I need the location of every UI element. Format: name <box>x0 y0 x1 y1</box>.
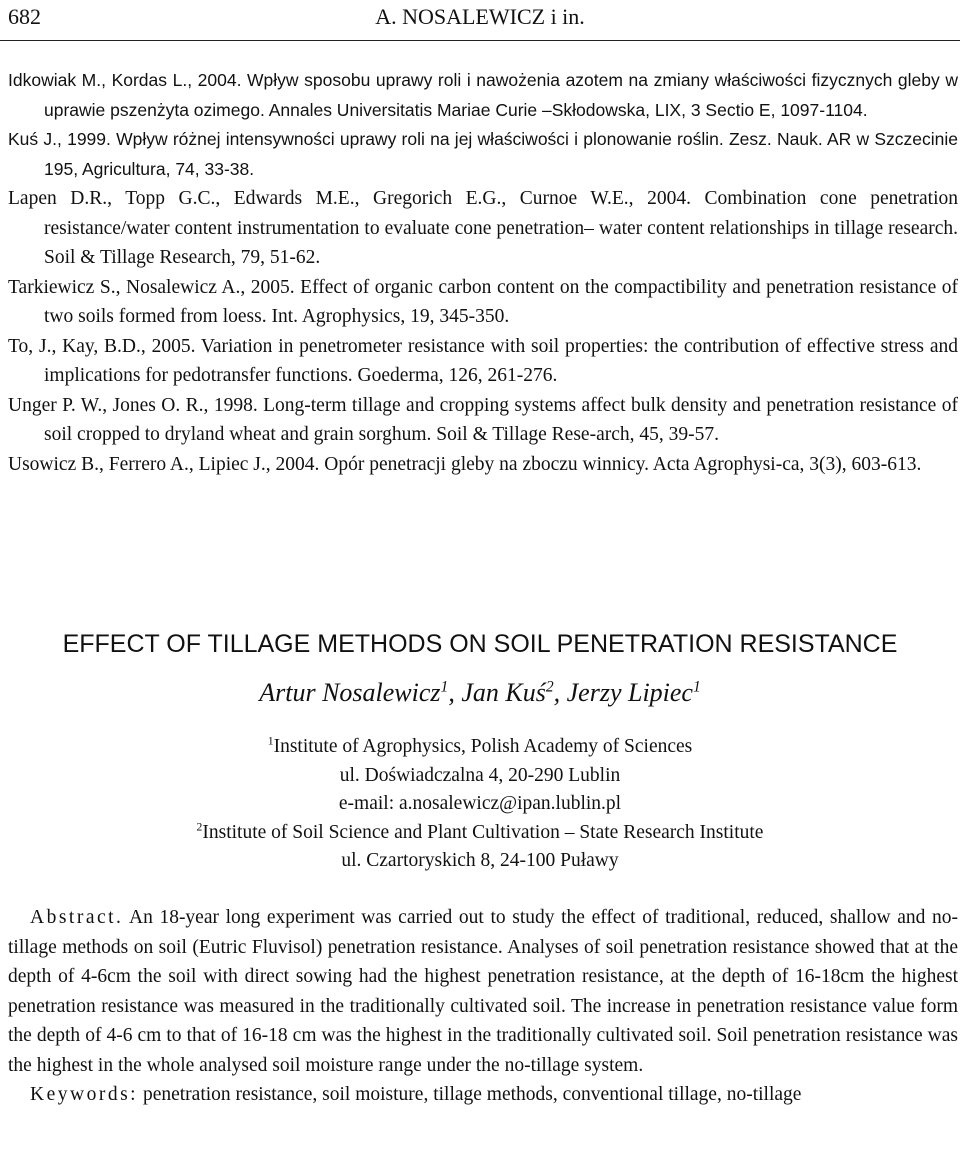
author-affiliation-mark: 1 <box>440 678 449 696</box>
address-2: ul. Czartoryskich 8, 24-100 Puławy <box>341 850 619 872</box>
keywords-paragraph <box>8 1080 958 1110</box>
reference-list <box>8 66 958 479</box>
author-affiliation-mark: 1 <box>692 678 701 696</box>
affiliation-1: $^1$Institute of Agrophysics, Polish Academy of Sciences <box>267 734 693 757</box>
abstract-paragraph <box>8 903 958 1080</box>
page-number: 682 <box>8 4 41 29</box>
reference-item: Kuś J., 1999. Wpływ różnej intensywności uprawy roli na jej właściwości i plonowanie roślin. Zesz. Nauk. AR w Szczecinie 195, Agricultura, 74, 33-38. <box>8 129 958 179</box>
email-address: e-mail: a.nosalewicz@ipan.lublin.pl <box>338 793 622 815</box>
article-title: EFFECT OF TILLAGE METHODS ON SOIL PENETRATION RESISTANCE <box>62 630 898 658</box>
reference-item: Idkowiak M., Kordas L., 2004. Wpływ sposobu uprawy roli i nawożenia azotem na zmiany właściwości fizycznych gleby w uprawie pszenżyta ozimego. Annales Universitatis Mariae Curie –Skłodowska, LIX, 3 Sectio E, 1097-1104. <box>8 70 958 120</box>
author-name: Jerzy Lipiec <box>566 678 693 707</box>
keywords-text: penetration resistance, soil moisture, tillage methods, conventional tillage, no-tillage <box>142 1084 802 1105</box>
running-title: A. NOSALEWICZ i in. <box>375 4 585 29</box>
reference-item: Unger P. W., Jones O. R., 1998. Long-term tillage and cropping systems affect bulk density and penetration resistance of soil cropped to dryland wheat and grain sorghum. Soil & Tillage Rese-arch, 45, 39-57. <box>8 394 958 445</box>
reference-item: Lapen D.R., Topp G.C., Edwards M.E., Gregorich E.G., Curnoe W.E., 2004. Combination cone penetration resistance/water content instrumentation to evaluate cone penetration– water content relationships in tillage research. Soil & Tillage Research, 79, 51-62. <box>8 188 958 268</box>
author-affiliation-mark: 2 <box>545 678 554 696</box>
reference-item: Tarkiewicz S., Nosalewicz A., 2005. Effect of organic carbon content on the compactibility and penetration resistance of two soils formed from loess. Int. Agrophysics, 19, 345-350. <box>8 276 958 327</box>
reference-item: Usowicz B., Ferrero A., Lipiec J., 2004. Opór penetracji gleby na zboczu winnicy. Acta Agrophysi-ca, 3(3), 603-613. <box>8 453 922 475</box>
abstract-section <box>8 903 958 1110</box>
keywords-label: Keywords: <box>30 1084 139 1105</box>
author-name: Jan Kuś <box>461 678 546 707</box>
running-head <box>0 0 960 41</box>
abstract-text: An 18-year long experiment was carried out to study the effect of traditional, reduced, shallow and no-tillage methods on soil (Eutric Fluvisol) penetration resistance. Analyses of soil penetration resistance showed that at the depth of 4-6cm the soil with direct sowing had the highest penetration resistance, at the depth of 16-18cm the highest penetration resistance was measured in the traditionally cultivated soil. The increase in penetration resistance value form the depth of 4-6 cm to that of 16-18 cm was the highest in the traditionally cultivated soil. Soil penetration resistance was the highest in the whole analysed soil moisture range under the no-tillage system. <box>8 907 958 1076</box>
abstract-label: Abstract. <box>30 907 124 928</box>
author-line: Artur Nosalewicz$^1$, Jan Kuś$^2$, Jerzy Lipiec$^1$ <box>259 678 701 707</box>
affiliation-2: $^2$Institute of Soil Science and Plant Cultivation – State Research Institute <box>196 820 764 843</box>
affiliations <box>0 733 960 876</box>
address-1: ul. Doświadczalna 4, 20-290 Lublin <box>339 764 621 786</box>
reference-item: To, J., Kay, B.D., 2005. Variation in penetrometer resistance with soil properties: the contribution of effective stress and implications for pedotransfer functions. Goederma, 126, 261-276. <box>8 335 958 386</box>
author-name: Artur Nosalewicz <box>259 678 441 707</box>
